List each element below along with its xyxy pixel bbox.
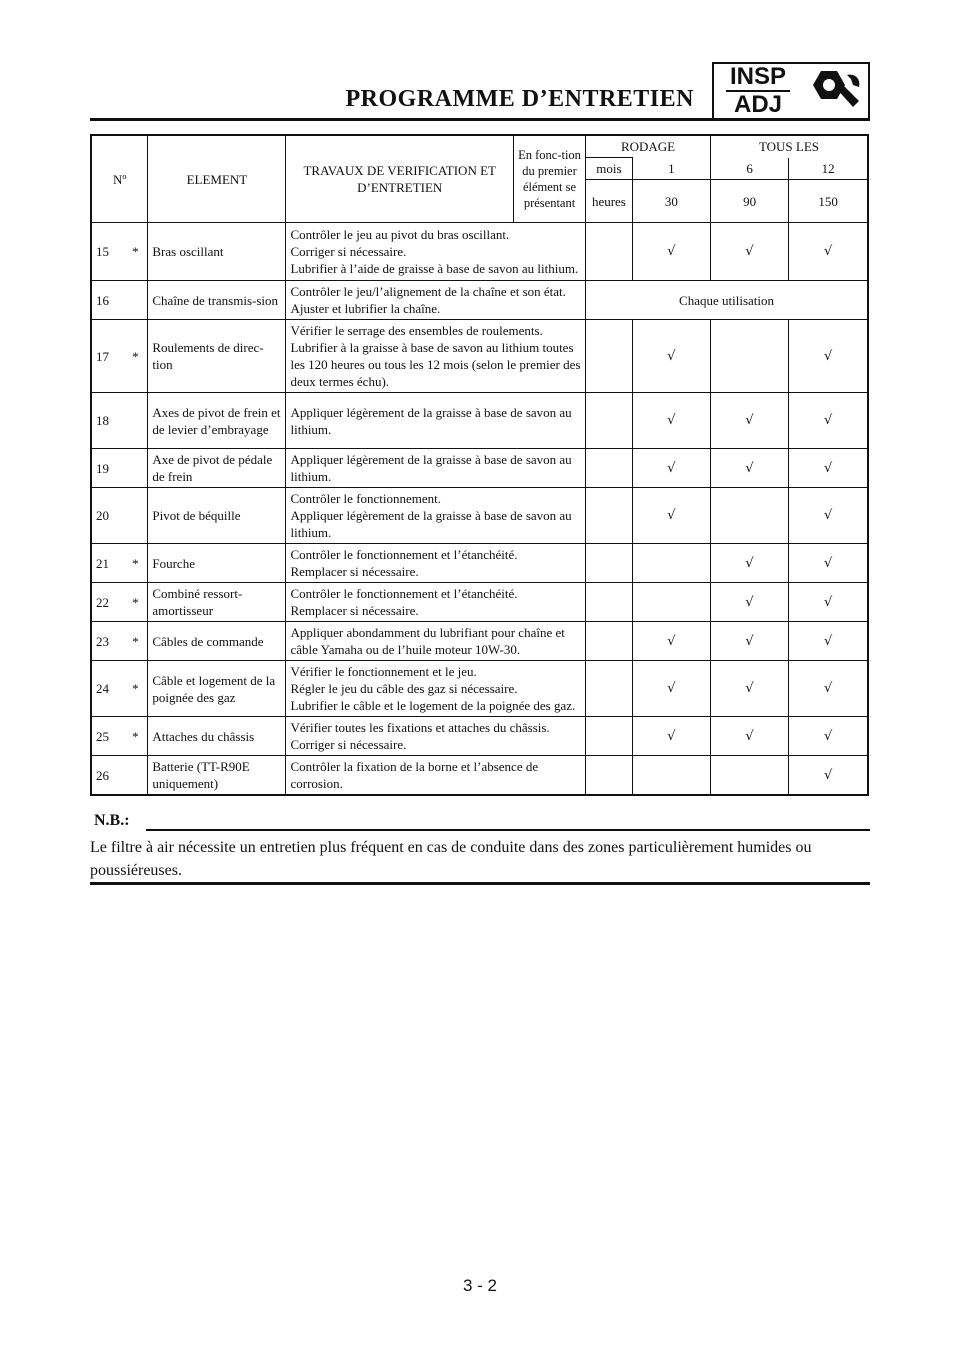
row-element: Chaîne de transmis-sion <box>148 281 286 320</box>
row-check: √ <box>789 488 868 544</box>
row-check-empty <box>586 583 633 622</box>
row-check: √ <box>789 717 868 756</box>
col-header-travaux: TRAVAUX DE VERIFICATION ET D’ENTRETIEN <box>286 135 513 223</box>
row-travaux <box>286 583 586 622</box>
page-title: PROGRAMME D’ENTRETIEN <box>345 86 694 112</box>
wrench-nut-icon <box>802 64 868 118</box>
row-number: 15 <box>91 223 123 281</box>
table-row <box>91 320 868 393</box>
table-row <box>91 488 868 544</box>
row-element: Attaches du châssis <box>148 717 286 756</box>
row-travaux <box>286 717 586 756</box>
travaux-line: Contrôler le jeu/l’alignement de la chaîne et son état. <box>290 284 566 299</box>
travaux-line: Corriger si nécessaire. <box>290 244 407 259</box>
maintenance-table-body <box>91 223 868 796</box>
row-check: √ <box>632 393 710 449</box>
row-check-empty <box>586 544 633 583</box>
mois-value: 1 <box>632 158 710 180</box>
table-header-row-1 <box>91 135 868 158</box>
table-row <box>91 449 868 488</box>
row-check: √ <box>789 756 868 796</box>
row-check: √ <box>632 622 710 661</box>
travaux-line: Ajuster et lubrifier la chaîne. <box>290 301 441 316</box>
row-star: * <box>123 622 147 661</box>
table-row <box>91 622 868 661</box>
row-check: √ <box>710 717 788 756</box>
table-row <box>91 717 868 756</box>
row-travaux <box>286 393 586 449</box>
row-check: √ <box>789 320 868 393</box>
travaux-line: Appliquer légèrement de la graisse à base de savon au lithium. <box>290 452 572 484</box>
table-row <box>91 583 868 622</box>
travaux-line: Remplacer si nécessaire. <box>290 603 419 618</box>
table-row <box>91 281 868 320</box>
row-number: 26 <box>91 756 123 796</box>
note-label: N.B.: <box>94 812 130 829</box>
row-check: √ <box>710 622 788 661</box>
row-travaux <box>286 661 586 717</box>
row-number: 20 <box>91 488 123 544</box>
row-frequency-span: Chaque utilisation <box>586 281 868 320</box>
row-check-empty <box>586 393 633 449</box>
heures-value: 150 <box>789 180 868 223</box>
row-check-empty <box>586 320 633 393</box>
row-check: √ <box>710 393 788 449</box>
badge-top-text: INSP <box>729 63 786 90</box>
row-check <box>632 583 710 622</box>
row-star <box>123 756 147 796</box>
travaux-line: Contrôler le fonctionnement. <box>290 491 442 506</box>
note-rule <box>146 829 870 831</box>
maintenance-table <box>90 134 869 796</box>
table-row <box>91 223 868 281</box>
badge-text <box>714 64 802 118</box>
row-star: * <box>123 661 147 717</box>
row-check <box>710 756 788 796</box>
row-element: Roulements de direc-tion <box>148 320 286 393</box>
row-star: * <box>123 320 147 393</box>
row-number: 17 <box>91 320 123 393</box>
travaux-line: Contrôler le jeu au pivot du bras oscillant. <box>290 227 510 242</box>
row-check: √ <box>789 622 868 661</box>
row-number: 22 <box>91 583 123 622</box>
row-travaux <box>286 449 586 488</box>
row-travaux <box>286 488 586 544</box>
table-row <box>91 393 868 449</box>
row-number: 18 <box>91 393 123 449</box>
col-header-no: Nº <box>91 135 148 223</box>
row-check-empty <box>586 488 633 544</box>
row-travaux <box>286 320 586 393</box>
row-number: 23 <box>91 622 123 661</box>
row-element: Câble et logement de la poignée des gaz <box>148 661 286 717</box>
travaux-line: Contrôler la fixation de la borne et l’absence de corrosion. <box>290 759 539 791</box>
row-element: Fourche <box>148 544 286 583</box>
row-star: * <box>123 583 147 622</box>
row-number: 16 <box>91 281 123 320</box>
mois-value: 12 <box>789 158 868 180</box>
row-star <box>123 488 147 544</box>
travaux-line: Remplacer si nécessaire. <box>290 564 419 579</box>
travaux-line: Vérifier toutes les fixations et attaches du châssis. <box>290 720 550 735</box>
row-check: √ <box>632 661 710 717</box>
row-element: Bras oscillant <box>148 223 286 281</box>
row-number: 21 <box>91 544 123 583</box>
mois-value: 6 <box>710 158 788 180</box>
row-element: Batterie (TT-R90E uniquement) <box>148 756 286 796</box>
mois-label: mois <box>586 158 633 180</box>
row-travaux <box>286 281 586 320</box>
row-travaux <box>286 756 586 796</box>
row-check-empty <box>586 717 633 756</box>
row-check: √ <box>632 717 710 756</box>
travaux-line: Lubrifier à la graisse à base de savon au lithium toutes les 120 heures ou tous les 12 mois (selon le premier des deux termes échu). <box>290 340 581 389</box>
row-check: √ <box>710 223 788 281</box>
travaux-line: Vérifier le fonctionnement et le jeu. <box>290 664 477 679</box>
badge-bottom-text: ADJ <box>733 91 782 118</box>
col-header-first: En fonc-tion du premier élément se présentant <box>513 135 585 223</box>
travaux-line: Appliquer abondamment du lubrifiant pour chaîne et câble Yamaha ou de l’huile moteur 10W-30. <box>290 625 565 657</box>
travaux-line: Appliquer légèrement de la graisse à base de savon au lithium. <box>290 508 572 540</box>
row-check-empty <box>586 756 633 796</box>
travaux-line: Lubrifier à l’aide de graisse à base de savon au lithium. <box>290 261 579 276</box>
row-star: * <box>123 717 147 756</box>
row-check <box>710 488 788 544</box>
wrench-nut-icon-graphic <box>807 67 863 115</box>
row-star: * <box>123 223 147 281</box>
row-check: √ <box>710 661 788 717</box>
row-star <box>123 281 147 320</box>
table-row <box>91 544 868 583</box>
page-number: 3 - 2 <box>462 1276 498 1295</box>
travaux-line: Régler le jeu du câble des gaz si nécessaire. <box>290 681 518 696</box>
row-check <box>710 320 788 393</box>
row-check: √ <box>710 544 788 583</box>
travaux-line: Contrôler le fonctionnement et l’étanchéité. <box>290 586 518 601</box>
row-element: Combiné ressort-amortisseur <box>148 583 286 622</box>
row-check: √ <box>632 320 710 393</box>
row-check-empty <box>586 449 633 488</box>
row-element: Axes de pivot de frein et de levier d’embrayage <box>148 393 286 449</box>
row-check <box>632 756 710 796</box>
row-check: √ <box>789 393 868 449</box>
row-number: 25 <box>91 717 123 756</box>
row-check: √ <box>789 544 868 583</box>
row-number: 24 <box>91 661 123 717</box>
row-check: √ <box>632 488 710 544</box>
page-header <box>90 60 870 122</box>
insp-adj-badge <box>712 62 870 120</box>
row-number: 19 <box>91 449 123 488</box>
note-text: Le filtre à air nécessite un entretien plus fréquent en cas de conduite dans des zones particulièrement humides ou poussiéreuses. <box>90 839 812 879</box>
heures-value: 30 <box>632 180 710 223</box>
row-star: * <box>123 544 147 583</box>
travaux-line: Vérifier le serrage des ensembles de roulements. <box>290 323 543 338</box>
col-header-rodage: RODAGE <box>586 135 711 158</box>
travaux-line: Contrôler le fonctionnement et l’étanchéité. <box>290 547 518 562</box>
row-check-empty <box>586 661 633 717</box>
row-check: √ <box>632 223 710 281</box>
row-check: √ <box>632 449 710 488</box>
row-check: √ <box>710 449 788 488</box>
row-check: √ <box>789 583 868 622</box>
travaux-line: Appliquer légèrement de la graisse à base de savon au lithium. <box>290 404 572 437</box>
row-element: Câbles de commande <box>148 622 286 661</box>
col-header-element: ELEMENT <box>148 135 286 223</box>
row-element: Axe de pivot de pédale de frein <box>148 449 286 488</box>
row-travaux <box>286 223 586 281</box>
row-check-empty <box>586 622 633 661</box>
row-check <box>632 544 710 583</box>
row-travaux <box>286 622 586 661</box>
note-bottom-rule <box>90 882 870 885</box>
heures-value: 90 <box>710 180 788 223</box>
row-element: Pivot de béquille <box>148 488 286 544</box>
table-row <box>91 661 868 717</box>
row-check: √ <box>789 661 868 717</box>
row-check-empty <box>586 223 633 281</box>
col-header-tous-les: TOUS LES <box>710 135 868 158</box>
row-star <box>123 449 147 488</box>
row-star <box>123 393 147 449</box>
table-row <box>91 756 868 796</box>
row-travaux <box>286 544 586 583</box>
row-check: √ <box>789 449 868 488</box>
travaux-line: Lubrifier le câble et le logement de la poignée des gaz. <box>290 698 576 713</box>
travaux-line: Corriger si nécessaire. <box>290 737 407 752</box>
heures-label: heures <box>586 180 633 223</box>
row-check: √ <box>789 223 868 281</box>
row-check: √ <box>710 583 788 622</box>
